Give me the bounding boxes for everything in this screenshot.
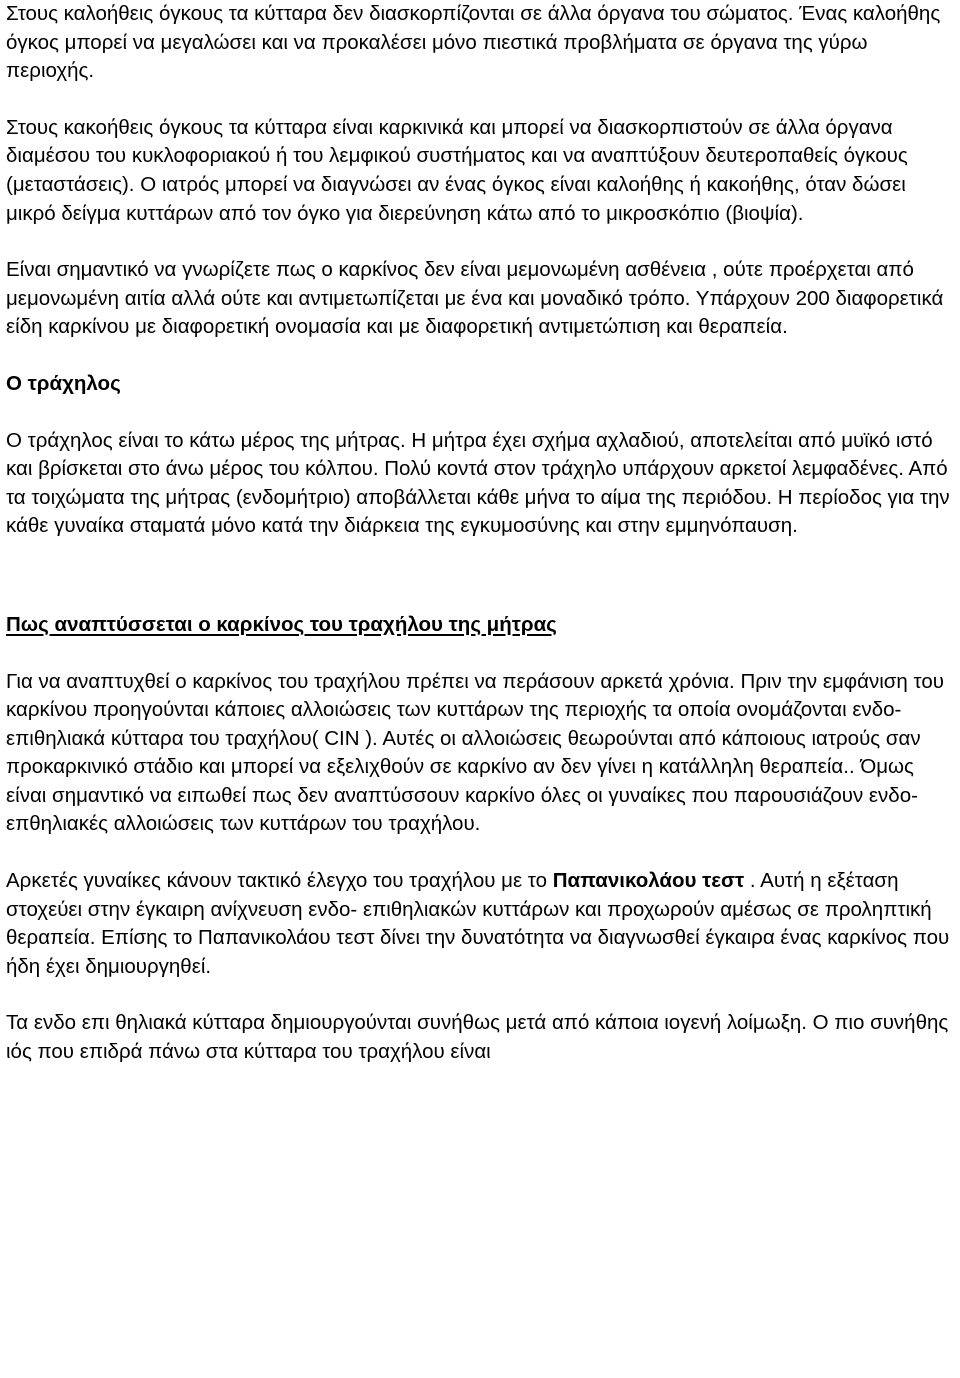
paragraph-cancer-development: Για να αναπτυχθεί ο καρκίνος του τραχήλου πρέπει να περάσουν αρκετά χρόνια. Πριν την εμφάνιση του καρκίνου προηγούνται κάποιες αλλοιώσεις των κυττάρων της περιοχής τα οποία ονομάζονται ενδο- επιθηλιακά κύτταρα του τραχήλου( CIN ). Αυτές οι αλλοιώσεις θεωρούνται από κάποιους ιατρούς σαν προκαρκινικό στάδιο και μπορεί να εξελιχθούν σε καρκίνο αν δεν γίνει η κατάλληλη θεραπεία.. Όμως είναι σημαντικό να ειπωθεί πως δεν αναπτύσσουν καρκίνο όλες οι γυναίκες που παρουσιάζουν ενδο- επθηλιακές αλλοιώσεις των κυττάρων του τραχήλου. xyxy=(6,669,944,836)
document-page xyxy=(6,0,958,1067)
paragraph-viral-infection: Τα ενδο επι θηλιακά κύτταρα δημιουργούνται συνήθως μετά από κάποια ιογενή λοίμωξη. Ο πιο συνήθης ιός που επιδρά πάνω στα κύτταρα του τραχήλου είναι xyxy=(6,1011,949,1064)
pap-test-text-after: . Αυτή η εξέταση στοχεύει στην έγκαιρη ανίχνευση ενδο- επιθηλιακών κυττάρων και προχωρούν αμέσως σε προληπτική θεραπεία. Επίσης το Παπανικολάου τεστ δίνει την δυνατότητα να διαγνωσθεί έγκαιρα ένας καρκίνος που ήδη έχει δημιουργηθεί. xyxy=(6,869,950,978)
heading-cervix: Ο τράχηλος xyxy=(6,371,121,395)
paragraph-benign-tumors: Στους καλοήθεις όγκους τα κύτταρα δεν διασκορπίζονται σε άλλα όργανα του σώματος. Ένας καλοήθης όγκος μπορεί να μεγαλώσει και να προκαλέσει μόνο πιεστικά προβλήματα σε όργανα της γύρω περιοχής. xyxy=(6,2,941,83)
heading-cancer-development: Πως αναπτύσσεται ο καρκίνος του τραχήλου της μήτρας xyxy=(6,612,557,636)
paragraph-pap-test xyxy=(6,867,958,981)
paragraph-cancer-types: Είναι σημαντικό να γνωρίζετε πως ο καρκίνος δεν είναι μεμονωμένη ασθένεια , ούτε προέρχεται από μεμονωμένη αιτία αλλά ούτε και αντιμετωπίζεται με ένα και μοναδικό τρόπο. Υπάρχουν 200 διαφορετικά είδη καρκίνου με διαφορετική ονομασία και με διαφορετική αντιμετώπιση και θεραπεία. xyxy=(6,258,944,339)
pap-test-bold: Παπανικολάου τεστ xyxy=(552,869,745,893)
pap-test-text-before: Αρκετές γυναίκες κάνουν τακτικό έλεγχο του τραχήλου με το xyxy=(6,869,553,893)
paragraph-cervix-description: Ο τράχηλος είναι το κάτω μέρος της μήτρας. Η μήτρα έχει σχήμα αχλαδιού, αποτελείται από μυϊκό ιστό και βρίσκεται στο άνω μέρος του κόλπου. Πολύ κοντά στον τράχηλο υπάρχουν αρκετοί λεμφαδένες. Από τα τοιχώματα της μήτρας (ενδομήτριο) αποβάλλεται κάθε μήνα το αίμα της περιόδου. Η περίοδος για την κάθε γυναίκα σταματά μόνο κατά την διάρκεια της εγκυμοσύνης και στην εμμηνόπαυση. xyxy=(6,428,950,538)
paragraph-malignant-tumors: Στους κακοήθεις όγκους τα κύτταρα είναι καρκινικά και μπορεί να διασκορπιστούν σε άλλα όργανα διαμέσου του κυκλοφοριακού ή του λεμφικού συστήματος και να αναπτύξουν δευτεροπαθείς όγκους (μεταστάσεις). Ο ιατρός μπορεί να διαγνώσει αν ένας όγκος είναι καλοήθης ή κακοήθης, όταν δώσει μικρό δείγμα κυττάρων από τον όγκο για διερεύνηση κάτω από το μικροσκόπιο (βιοψία). xyxy=(6,115,908,225)
